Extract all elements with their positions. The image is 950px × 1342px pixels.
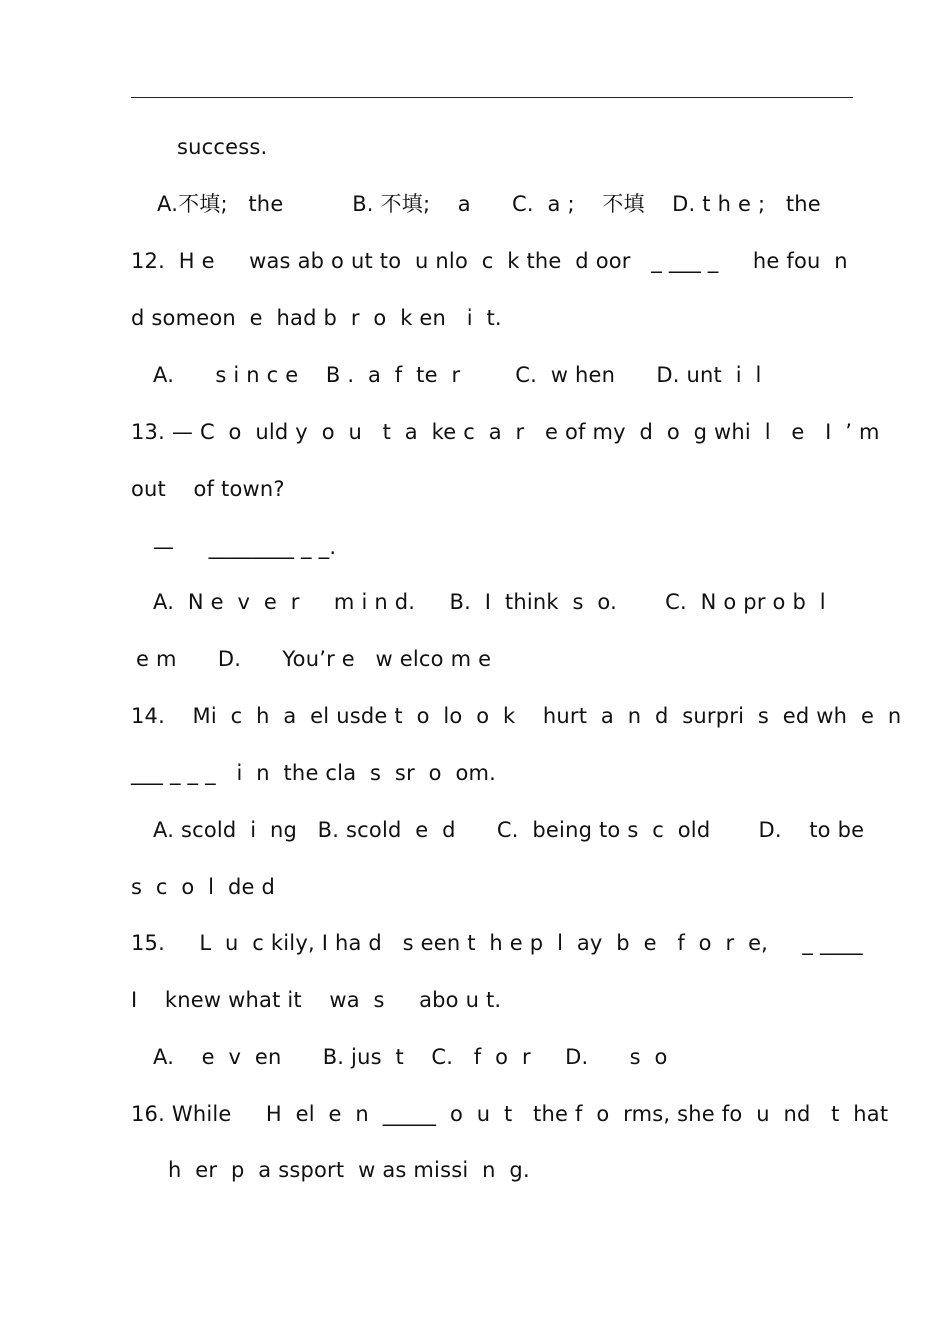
q15-stem-line1: 15. L u c kily, I ha d s een t h e p l ay b e f o r e, _ ____ — [131, 931, 863, 955]
q14-options-line2: s c o l de d — [131, 875, 276, 899]
header-rule — [131, 97, 853, 98]
line-success: success. — [177, 135, 268, 159]
q12-options: A. s i n c e B . a f te r C. w hen D. unt i l — [153, 363, 762, 387]
q14-options-line1: A. scold i ng B. scold e d C. being to s c old D. to be — [153, 818, 865, 842]
q14-stem-line2: ___ _ _ _ i n the cla s sr o om. — [131, 761, 497, 785]
q13-options-line2: e m D. You’r e w elco m e — [136, 647, 492, 671]
q12-stem-line2: d someon e had b r o k en i t. — [131, 306, 502, 330]
q13-reply: — ________ _ _. — [153, 535, 337, 559]
q12-stem-line1: 12. H e was ab o ut to u nlo c k the d oor _ ___ _ he fou n — [131, 249, 848, 273]
q16-stem-line2: h er p a ssport w as missi n g. — [168, 1158, 530, 1182]
q13-options-line1: A. N e v e r m i n d. B. I think s o. C. N o pr o b l — [153, 590, 826, 614]
q15-stem-line2: I knew what it wa s abo u t. — [131, 988, 502, 1012]
q13-stem-line1: 13. — C o uld y o u t a ke c a r e of my d o g whi l e I ’ m — [131, 420, 880, 444]
q16-stem-line1: 16. While H el e n _____ o u t the f o rms, she fo u nd t hat — [131, 1102, 889, 1126]
q15-options: A. e v en B. jus t C. f o r D. s o — [153, 1045, 668, 1069]
q11-options: A.不填; the B. 不填; a C. a ; 不填 D. t h e ; the — [157, 192, 821, 216]
q13-stem-line2: out of town? — [131, 477, 285, 501]
q14-stem-line1: 14. Mi c h a el usde t o lo o k hurt a n d surpri s ed wh e n — [131, 704, 902, 728]
